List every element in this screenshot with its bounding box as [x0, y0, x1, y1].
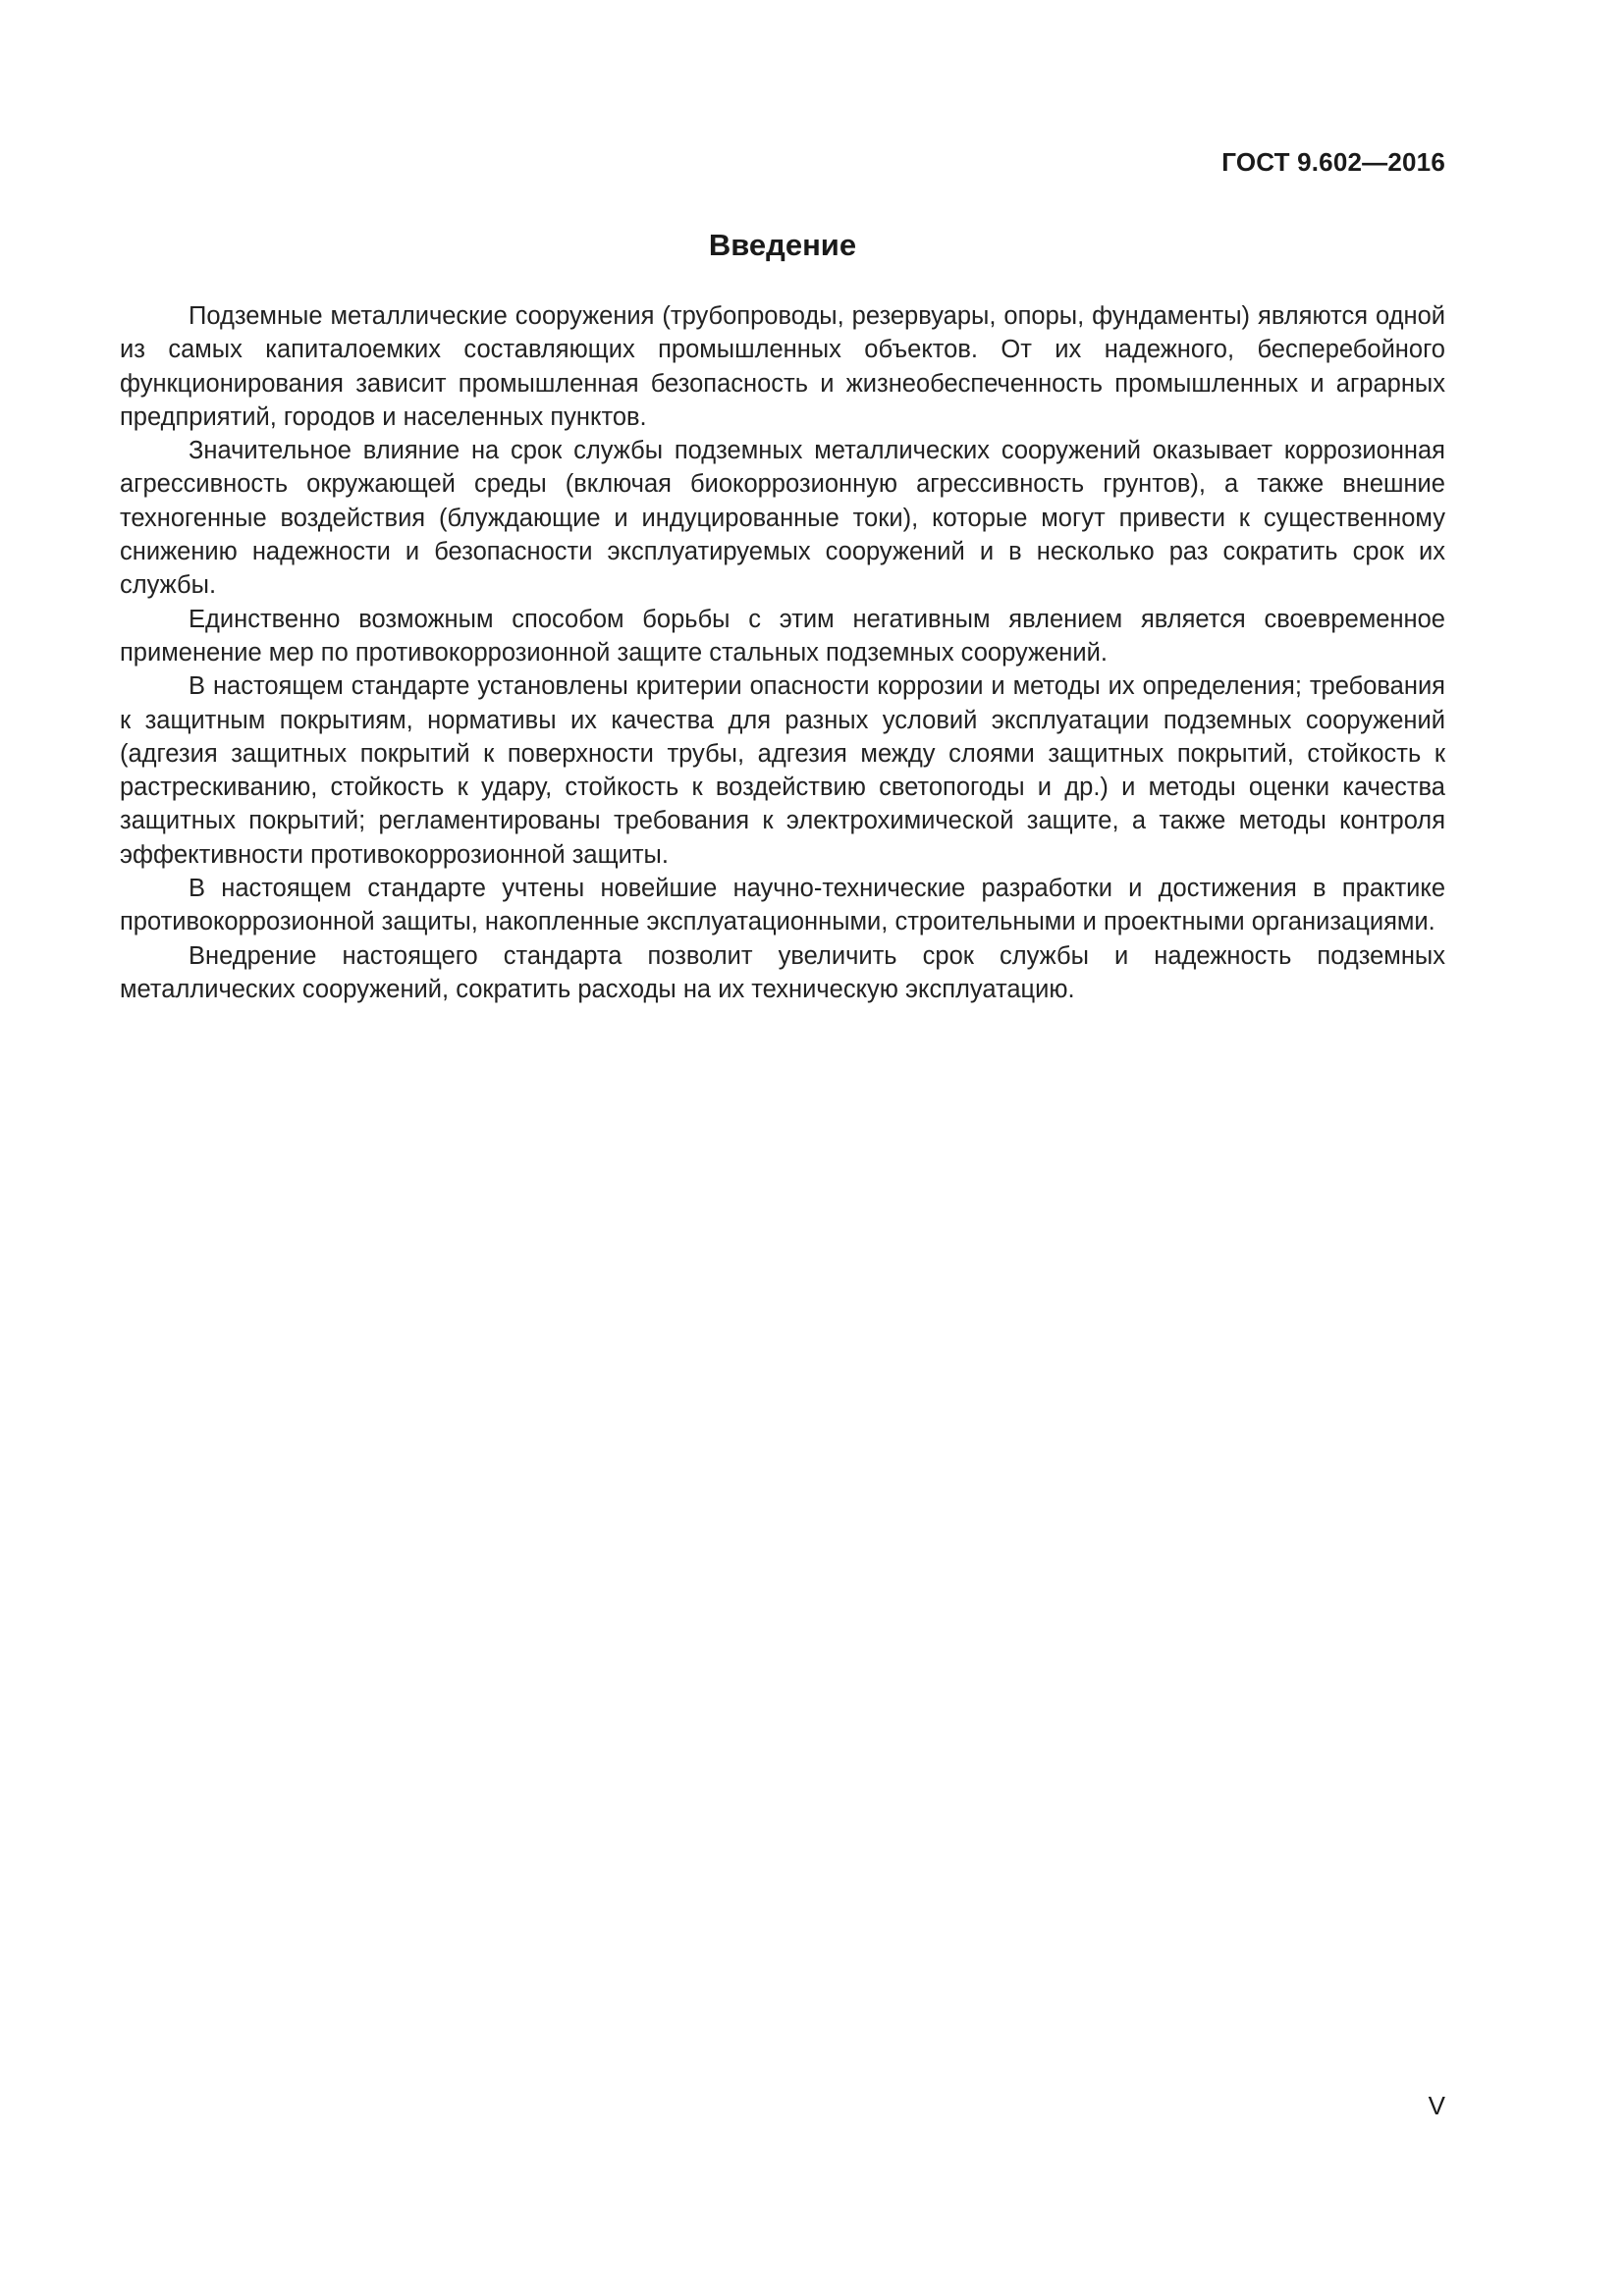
paragraph: Подземные металлические сооружения (трубопроводы, резервуары, опоры, фундаменты) являются одной из самых капиталоемких составляющих промышленных объектов. От их надежного, бесперебойного функционирования зависит промышленная безопасность и жизнеобеспеченность промышленных и аграрных предприятий, городов и населенных пунктов.: [120, 302, 1445, 431]
paragraph: Единственно возможным способом борьбы с этим негативным явлением является своевременное применение мер по противокоррозионной защите стальных подземных сооружений.: [120, 605, 1445, 667]
document-code: ГОСТ 9.602—2016: [1221, 147, 1445, 177]
page-number: V: [1428, 2091, 1445, 2120]
body-text: [120, 299, 1445, 1006]
paragraph: Значительное влияние на срок службы подземных металлических сооружений оказывает коррозионная агрессивность окружающей среды (включая биокоррозионную агрессивность грунтов), а также внешние техногенные воздействия (блуждающие и индуцированные токи), которые могут привести к существенному снижению надежности и безопасности эксплуатируемых сооружений и в несколько раз сократить срок их службы.: [120, 437, 1445, 600]
paragraph: В настоящем стандарте учтены новейшие научно-технические разработки и достижения в практике противокоррозионной защиты, накопленные эксплуатационными, строительными и проектными организациями.: [120, 875, 1445, 936]
section-title: Введение: [708, 228, 857, 262]
paragraph: В настоящем стандарте установлены критерии опасности коррозии и методы их определения; требования к защитным покрытиям, нормативы их качества для разных условий эксплуатации подземных сооружений (адгезия защитных покрытий к поверхности трубы, адгезия между слоями защитных покрытий, стойкость к растрескиванию, стойкость к удару, стойкость к воздействию светопогоды и др.) и методы оценки качества защитных покрытий; регламентированы требования к электрохимической защите, а также методы контроля эффективности противокоррозионной защиты.: [120, 672, 1445, 869]
paragraph: Внедрение настоящего стандарта позволит увеличить срок службы и надежность подземных металлических сооружений, сократить расходы на их техническую эксплуатацию.: [120, 941, 1445, 1003]
